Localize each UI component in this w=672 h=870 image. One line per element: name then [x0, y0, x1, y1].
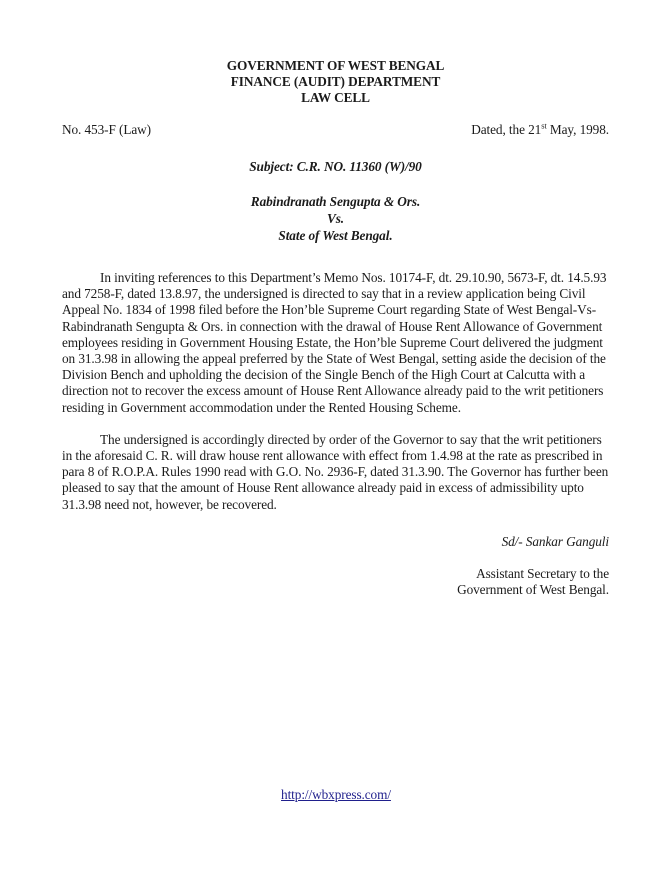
memo-date-ordinal: st — [541, 120, 547, 131]
respondent-name: State of West Bengal. — [278, 228, 393, 244]
subject-line: Subject: C.R. NO. 11360 (W)/90 — [249, 158, 422, 174]
memo-number: No. 453-F (Law) — [62, 121, 151, 137]
cell-title: LAW CELL — [301, 90, 370, 106]
body-paragraph-1: In inviting references to this Department’s Memo Nos. 10174-F, dt. 29.10.90, 5673-F, dt. 14.5.93 and 7258-F, dated 13.8.97, the undersigned is directed to say that in a review application being Civil Appeal No. 1834 of 1998 filed before the Hon’ble Supreme Court regarding State of West Bengal-Vs-Rabindranath Sengupta & Ors. in connection with the drawal of House Rent Allowance of Government employees residing in Government Housing Estate, the Hon’ble Supreme Court delivered the judgment on 31.3.98 in allowing the appeal preferred by the State of West Bengal, setting aside the decision of the Division Bench and upholding the decision of the Single Bench of the High Court at Calcutta with a direction not to recover the excess amount of House Rent Allowance already paid to the writ petitioners residing in Government accommodation under the Rented Housing Scheme. — [62, 270, 607, 415]
department-title: FINANCE (AUDIT) DEPARTMENT — [230, 74, 441, 90]
case-parties — [62, 193, 609, 244]
document-header — [62, 58, 609, 107]
memo-date — [471, 122, 609, 138]
document-footer — [0, 787, 672, 803]
body-paragraph-2: The undersigned is accordingly directed by order of the Governor to say that the writ petitioners in the aforesaid C. R. will draw house rent allowance with effect from 1.4.98 at the rate as prescribed in para 8 of R.O.P.A. Rules 1990 read with G.O. No. 2936-F, dated 31.3.90. The Governor has further been pleased to say that the amount of House Rent allowance already paid in excess of admissibility upto 31.3.98 need not, however, be recovered. — [62, 431, 609, 512]
signatory-designation — [62, 566, 609, 598]
source-link[interactable]: http://wbxpress.com/ — [281, 787, 391, 802]
signed-by: Sd/- Sankar Ganguli — [501, 533, 609, 549]
reference-row — [62, 122, 609, 138]
signature-block — [62, 534, 609, 599]
designation-line-1: Assistant Secretary to the — [476, 566, 609, 582]
memo-date-suffix: May, 1998. — [546, 121, 609, 137]
org-title: GOVERNMENT OF WEST BENGAL — [226, 58, 445, 73]
memo-date-prefix: Dated, the 21 — [471, 121, 542, 137]
versus-label: Vs. — [326, 211, 345, 227]
designation-line-2: Government of West Bengal. — [457, 582, 609, 598]
petitioner-name: Rabindranath Sengupta & Ors. — [250, 194, 421, 210]
